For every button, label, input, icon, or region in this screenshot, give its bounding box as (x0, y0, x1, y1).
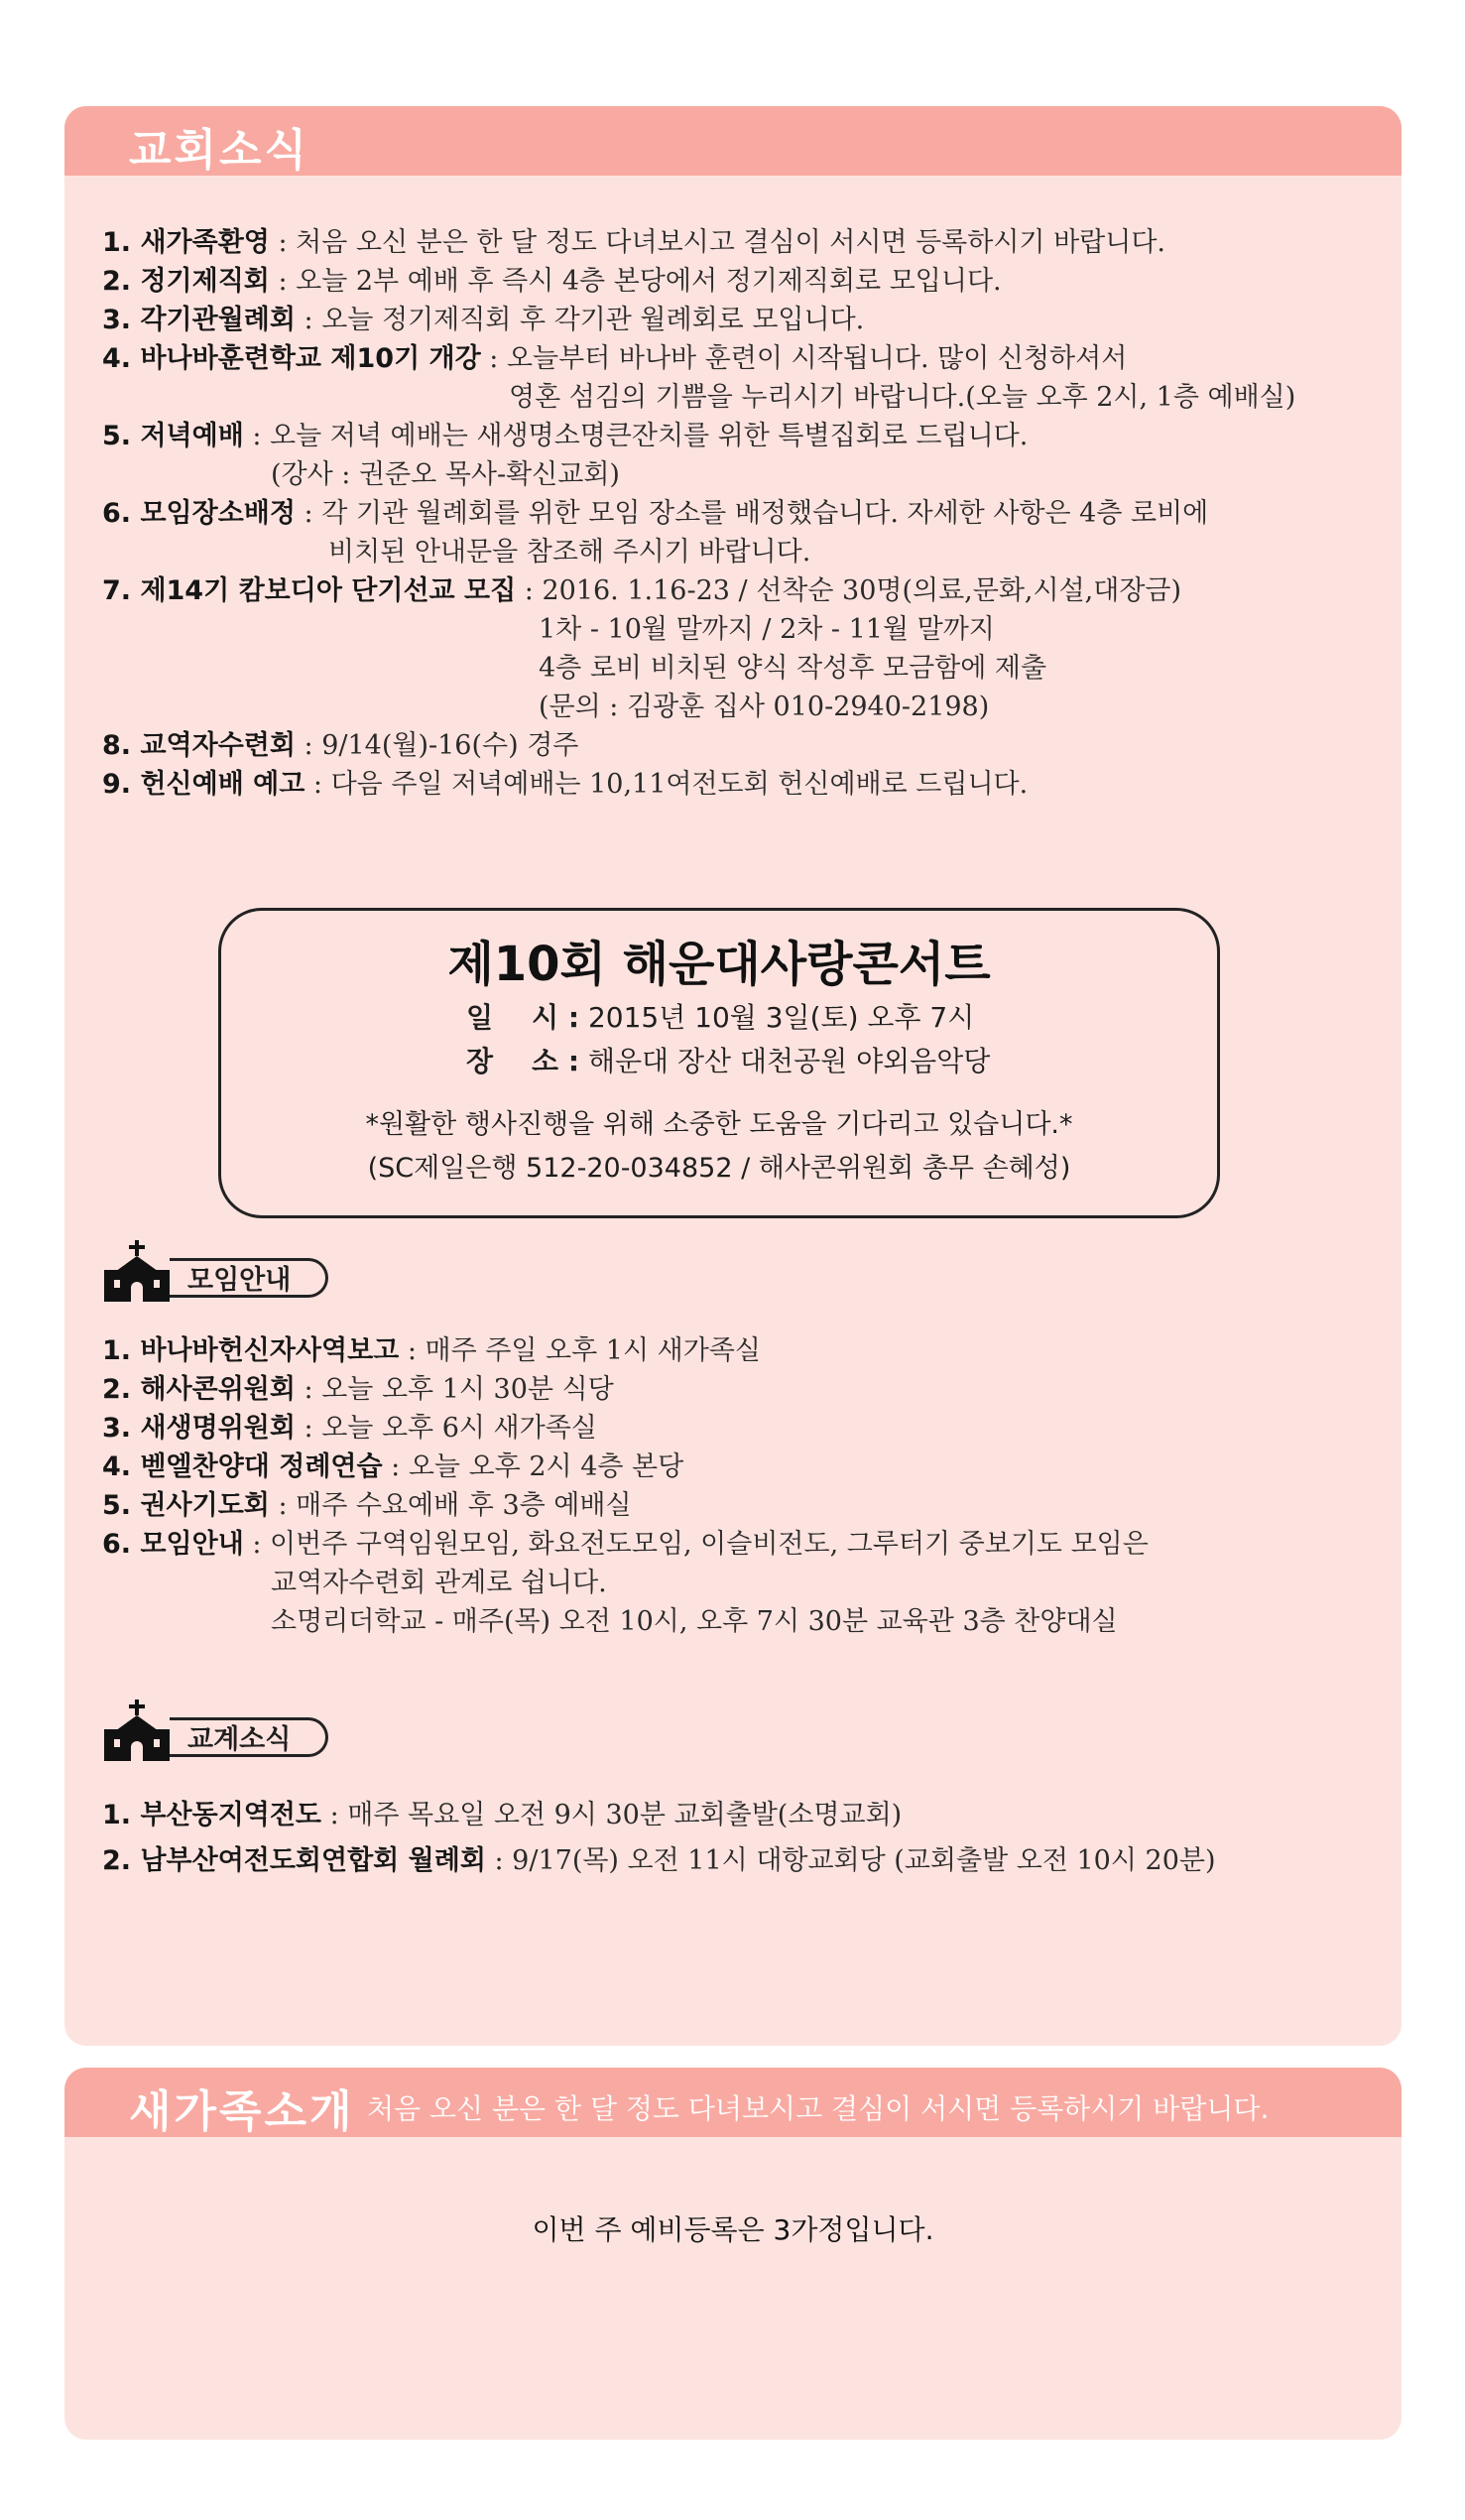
list-item-text: : 이번주 구역임원모임, 화요전도모임, 이슬비전도, 그루터기 중보기도 모임은 (243, 1529, 1149, 1560)
list-item-label: 5. 저녁예배 (102, 421, 244, 451)
list-item-text: : 오늘 오후 2시 4층 본당 (382, 1451, 684, 1482)
list-item (102, 1370, 1382, 1409)
list-item (102, 262, 1382, 301)
list-item (102, 1602, 1382, 1641)
fellowship-list (102, 1793, 1382, 1884)
list-item-label: 6. 모임장소배정 (102, 498, 296, 529)
list-item-label: 5. 권사기도회 (102, 1490, 270, 1521)
list-item-text: 4층 로비 비치된 양식 작성후 모금함에 제출 (539, 653, 1047, 684)
list-item-label: 4. 벧엘찬양대 정례연습 (102, 1451, 383, 1482)
list-item (102, 378, 1382, 417)
concert-place-label: 장 소 : (466, 1045, 580, 1077)
list-item (102, 1793, 1382, 1838)
list-item (102, 726, 1382, 765)
church-news-panel (64, 106, 1402, 2046)
list-item-text: 비치된 안내문을 참조해 주시기 바랍니다. (328, 537, 811, 567)
list-item-label: 9. 헌신예배 예고 (102, 769, 305, 800)
list-item-label: 3. 새생명위원회 (102, 1413, 296, 1444)
church-icon (102, 1700, 172, 1761)
list-item-text: : 매주 주일 오후 1시 새가족실 (399, 1335, 761, 1366)
church-news-title: 교회소식 (129, 125, 310, 176)
list-item-text: : 각 기관 월례회를 위한 모임 장소를 배정했습니다. 자세한 사항은 4층 로비에 (295, 498, 1209, 529)
list-item (102, 1409, 1382, 1448)
list-item (102, 1564, 1382, 1602)
church-news-header (64, 106, 1402, 176)
list-item-text: : 다음 주일 저녁예배는 10,11여전도회 헌신예배로 드립니다. (305, 769, 1029, 800)
list-item (102, 1525, 1382, 1564)
concert-date-label: 일 시 : (466, 1001, 580, 1034)
meetings-title: 모임안내 (170, 1258, 328, 1298)
list-item-text: : 2016. 1.16-23 / 선착순 30명(의료,문화,시설,대장금) (516, 575, 1182, 606)
concert-box (218, 908, 1220, 1218)
concert-date-row (221, 996, 1217, 1040)
concert-account: (SC제일은행 512-20-034852 / 해사콘위원회 총무 손혜성) (367, 1153, 1071, 1184)
list-item-label: 4. 바나바훈련학교 제10기 개강 (102, 343, 481, 374)
church-icon (102, 1240, 172, 1302)
list-item (102, 1448, 1382, 1486)
list-item-label: 2. 해사콘위원회 (102, 1374, 296, 1405)
church-news-list (102, 223, 1382, 804)
list-item (102, 649, 1382, 688)
concert-title: 제10회 해운대사랑콘서트 (447, 937, 991, 992)
list-item-text: : 9/17(목) 오전 11시 대항교회당 (교회출발 오전 10시 20분) (485, 1845, 1216, 1876)
list-item-text: : 오늘 오후 6시 새가족실 (295, 1413, 597, 1444)
concert-place-row (221, 1040, 1217, 1083)
list-item-text: 1차 - 10월 말까지 / 2차 - 11월 말까지 (539, 614, 995, 645)
new-family-subtitle: 처음 오신 분은 한 달 정도 다녀보시고 결심이 서시면 등록하시기 바랍니다. (367, 2092, 1270, 2125)
list-item (102, 301, 1382, 339)
list-item-text: 영혼 섬김의 기쁨을 누리시기 바랍니다.(오늘 오후 2시, 1층 예배실) (509, 382, 1296, 413)
list-item-text: : 매주 목요일 오전 9시 30분 교회출발(소명교회) (321, 1800, 903, 1830)
list-item (102, 610, 1382, 649)
list-item-label: 6. 모임안내 (102, 1529, 244, 1560)
concert-note: *원활한 행사진행을 위해 소중한 도움을 기다리고 있습니다.* (365, 1109, 1073, 1140)
list-item (102, 494, 1382, 533)
list-item (102, 571, 1382, 610)
new-family-title: 새가족소개 (129, 2086, 355, 2137)
new-family-header (64, 2068, 1402, 2137)
list-item (102, 688, 1382, 726)
list-item-text: 교역자수련회 관계로 쉽니다. (271, 1568, 607, 1598)
list-item (102, 1486, 1382, 1525)
list-item-text: : 매주 수요예배 후 3층 예배실 (269, 1490, 632, 1521)
list-item (102, 417, 1382, 455)
list-item (102, 455, 1382, 494)
list-item (102, 765, 1382, 804)
list-item (102, 533, 1382, 571)
list-item-label: 2. 정기제직회 (102, 266, 270, 297)
list-item-label: 3. 각기관월례회 (102, 305, 296, 335)
list-item-text: : 오늘 2부 예배 후 즉시 4층 본당에서 정기제직회로 모입니다. (269, 266, 1002, 297)
list-item-text: : 처음 오신 분은 한 달 정도 다녀보시고 결심이 서시면 등록하시기 바랍니다. (269, 227, 1165, 258)
list-item (102, 1838, 1382, 1884)
concert-place-value: 해운대 장산 대천공원 야외음악당 (579, 1045, 991, 1077)
meetings-list (102, 1331, 1382, 1641)
new-family-message: 이번 주 예비등록은 3가정입니다. (532, 2213, 934, 2246)
list-item-text: 소명리더학교 - 매주(목) 오전 10시, 오후 7시 30분 교육관 3층 찬양대실 (271, 1606, 1118, 1637)
concert-date-value: 2015년 10월 3일(토) 오후 7시 (579, 1001, 975, 1034)
list-item-label: 1. 부산동지역전도 (102, 1800, 322, 1830)
fellowship-title: 교계소식 (170, 1717, 328, 1757)
list-item-label: 1. 바나바헌신자사역보고 (102, 1335, 400, 1366)
new-family-panel (64, 2068, 1402, 2440)
list-item-text: : 오늘 정기제직회 후 각기관 월례회로 모입니다. (295, 305, 865, 335)
list-item-text: : 9/14(월)-16(수) 경주 (295, 730, 579, 761)
list-item (102, 1331, 1382, 1370)
list-item-label: 8. 교역자수련회 (102, 730, 296, 761)
list-item-label: 7. 제14기 캄보디아 단기선교 모집 (102, 575, 517, 606)
list-item-text: : 오늘 오후 1시 30분 식당 (295, 1374, 614, 1405)
list-item (102, 339, 1382, 378)
list-item-text: (강사 : 권준오 목사-확신교회) (271, 459, 620, 490)
list-item-text: (문의 : 김광훈 집사 010-2940-2198) (539, 692, 990, 722)
list-item-text: : 오늘 저녁 예배는 새생명소명큰잔치를 위한 특별집회로 드립니다. (243, 421, 1029, 451)
list-item-label: 1. 새가족환영 (102, 227, 270, 258)
list-item-text: : 오늘부터 바나바 훈련이 시작됩니다. 많이 신청하셔서 (480, 343, 1128, 374)
list-item-label: 2. 남부산여전도회연합회 월례회 (102, 1845, 486, 1876)
list-item (102, 223, 1382, 262)
